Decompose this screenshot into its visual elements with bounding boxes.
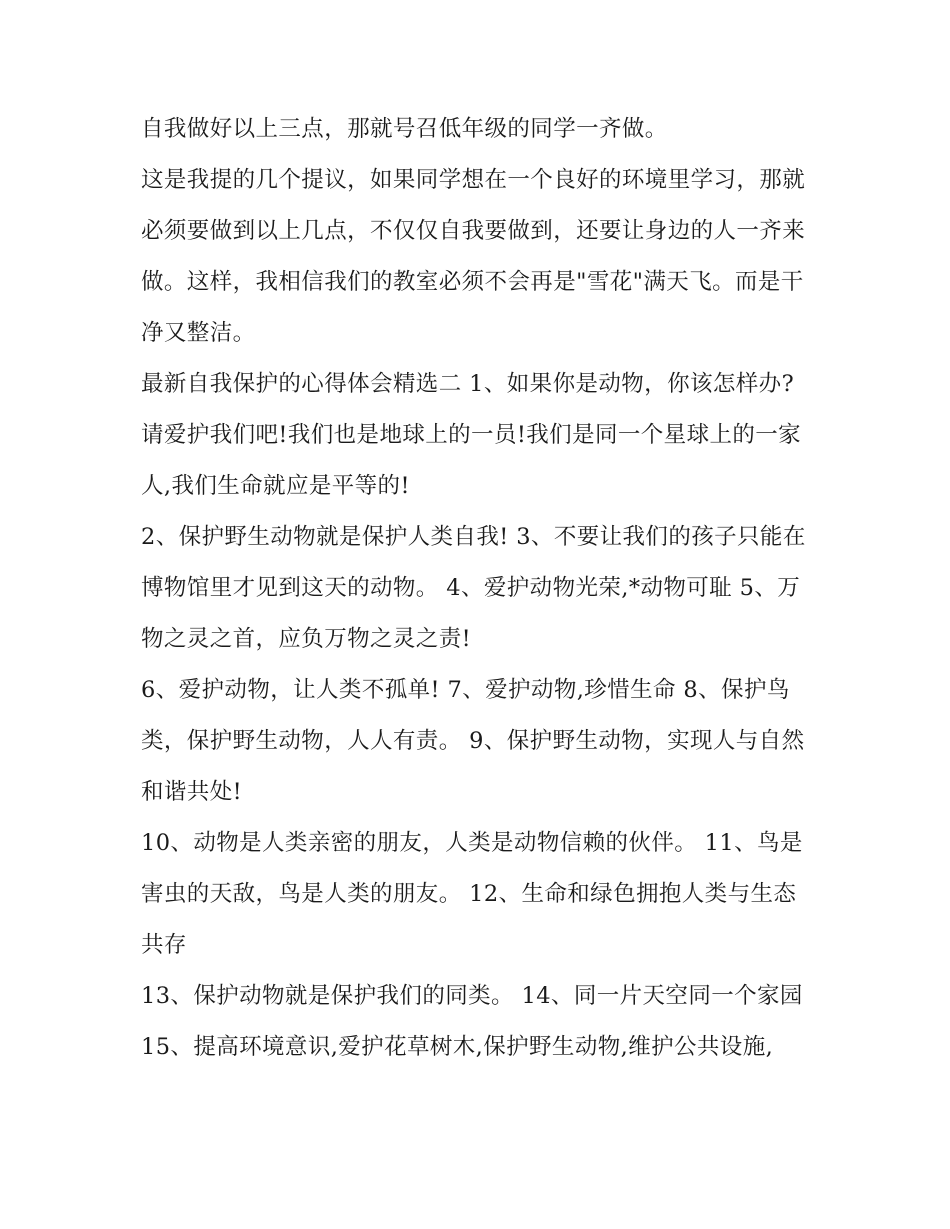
paragraph-4: 2、保护野生动物就是保护人类自我! 3、不要让我们的孩子只能在博物馆里才见到这天的动物。 4、爱护动物光荣,*动物可耻 5、万物之灵之首，应负万物之灵之责! [141, 524, 806, 652]
paragraph-8: 15、提高环境意识,爱护花草树木,保护野生动物,维护公共设施, [141, 1034, 774, 1060]
paragraph-5: 6、爱护动物，让人类不孤单! 7、爱护动物,珍惜生命 8、保护鸟类，保护野生动物，人人有责。 9、保护野生动物，实现人与自然和谐共处! [141, 677, 805, 805]
paragraph-3: 最新自我保护的心得体会精选二 1、如果你是动物，你该怎样办?请爱护我们吧!我们也是地球上的一员!我们是同一个星球上的一家人,我们生命就应是平等的! [141, 371, 802, 499]
paragraph-2: 这是我提的几个提议，如果同学想在一个良好的环境里学习，那就必须要做到以上几点，不仅仅自我要做到，还要让身边的人一齐来做。这样，我相信我们的教室必须不会再是"雪花"满天飞。而是干净又整洁。 [141, 167, 806, 346]
paragraph-1: 自我做好以上三点，那就号召低年级的同学一齐做。 [141, 116, 668, 142]
document-page [141, 104, 813, 1073]
paragraph-6: 10、动物是人类亲密的朋友，人类是动物信赖的伙伴。 11、鸟是害虫的天敌，鸟是人类的朋友。 12、生命和绿色拥抱人类与生态共存 [141, 830, 803, 958]
paragraph-7: 13、保护动物就是保护我们的同类。 14、同一片天空同一个家园 [141, 983, 803, 1009]
